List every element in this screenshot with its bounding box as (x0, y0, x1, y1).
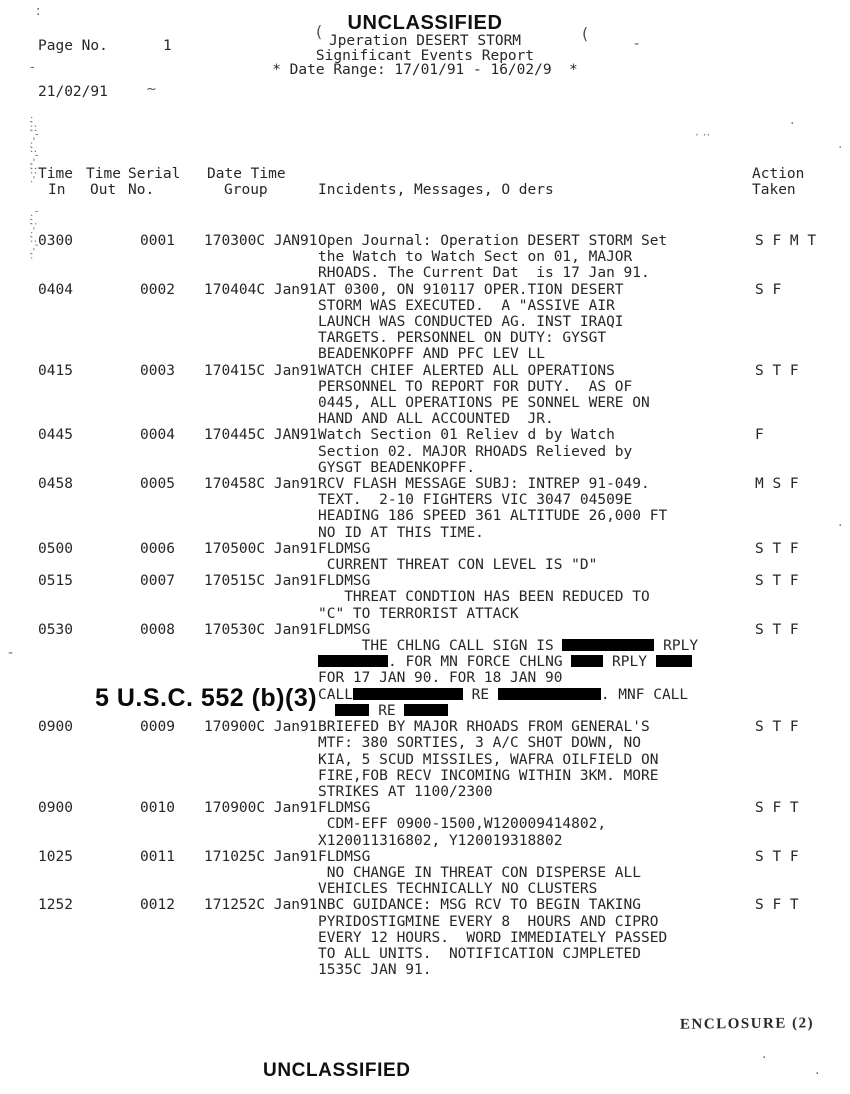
table-row (0, 476, 850, 541)
scan-artifact: · (762, 1050, 767, 1066)
col-header-time-in-top: Time (38, 166, 73, 182)
cell-serial: 0005 (140, 476, 175, 493)
cell-incident: FLDMSG CURRENT THREAT CON LEVEL IS "D" (318, 540, 598, 574)
cell-date-time-group: 170530C Jan91 (204, 621, 318, 638)
cell-serial: 0009 (140, 719, 175, 736)
cell-action-taken: S T F (755, 719, 799, 736)
cell-action-taken: S F T (755, 800, 799, 817)
cell-serial: 0007 (140, 573, 175, 590)
redaction-box (498, 688, 601, 700)
redaction-box (562, 639, 654, 651)
cell-time-in: 0458 (38, 476, 73, 493)
cell-serial: 0003 (140, 362, 175, 379)
col-header-action-top: Action (752, 166, 805, 182)
enclosure-label: ENCLOSURE (2) (679, 1015, 815, 1033)
scan-artifact: - (634, 36, 640, 52)
cell-serial: 0008 (140, 621, 175, 638)
table-row (0, 233, 850, 282)
scan-artifact: : (36, 4, 41, 19)
cell-date-time-group: 170515C Jan91 (204, 573, 318, 590)
cell-serial: 0002 (140, 281, 175, 298)
cell-action-taken: S T F (755, 362, 799, 379)
scan-artifact: - (30, 60, 35, 75)
date-range: * Date Range: 17/01/91 - 16/02/9 * (272, 62, 578, 79)
cell-serial: 0006 (140, 540, 175, 557)
cell-time-in: 0900 (38, 719, 73, 736)
cell-action-taken: S T F (755, 621, 799, 638)
table-row (0, 849, 850, 898)
classification-banner-top: UNCLASSIFIED (347, 12, 503, 34)
cell-incident: FLDMSG THREAT CONDTION HAS BEEN REDUCED TO "C" TO TERRORIST ATTACK (318, 573, 650, 622)
document-title: Jperation DESERT STORM (328, 33, 522, 49)
cell-date-time-group: 170900C Jan91 (204, 800, 318, 817)
cell-date-time-group: 170458C Jan91 (204, 476, 318, 493)
scan-artifact: · (838, 140, 843, 156)
table-row (0, 282, 850, 363)
scan-artifact: .,:;'-.,:'-,;:-. (28, 116, 39, 185)
cell-time-in: 0900 (38, 800, 73, 817)
cell-serial: 0001 (140, 233, 175, 249)
table-row (0, 363, 850, 428)
cell-serial: 0012 (140, 897, 175, 914)
cell-action-taken: S F M T (755, 233, 817, 249)
scan-artifact: · ·· (695, 128, 711, 142)
scan-artifact: ( (582, 24, 589, 43)
cell-date-time-group: 170300C JAN91 (204, 233, 318, 249)
cell-incident: WATCH CHIEF ALERTED ALL OPERATIONS PERSONNEL TO REPORT FOR DUTY. AS OF 0445, ALL OPERATIONS PE SONNEL WERE ON HAND AND ALL ACCOUNTED JR. (318, 362, 650, 428)
document-subtitle: Significant Events Report (315, 47, 535, 64)
col-header-serial: No. (128, 182, 155, 198)
cell-date-time-group: 171252C Jan91 (204, 897, 318, 914)
cell-time-in: 0445 (38, 427, 73, 444)
redaction-box (404, 704, 448, 716)
table-row (0, 541, 850, 573)
cell-action-taken: S T F (755, 573, 799, 590)
page-number-value: 1 (163, 38, 172, 54)
cell-time-in: 0404 (38, 281, 73, 298)
table-rows (0, 233, 850, 978)
cell-action-taken: F (755, 427, 764, 444)
scan-artifact: · (815, 1066, 820, 1082)
classification-banner-bottom: UNCLASSIFIED (263, 1060, 411, 1081)
cell-time-in: 0415 (38, 362, 73, 379)
cell-time-in: 1025 (38, 848, 73, 865)
scan-artifact: '.,;-.,:'-,. (28, 210, 39, 261)
cell-date-time-group: 170404C Jan91 (204, 281, 318, 298)
table-row (0, 800, 850, 849)
cell-incident: FLDMSG NO CHANGE IN THREAT CON DISPERSE ALL VEHICLES TECHNICALLY NO CLUSTERS (318, 848, 642, 898)
cell-incident: Watch Section 01 Reliev d by Watch Section 02. MAJOR RHOADS Relieved by GYSGT BEADENKOPFF. (318, 427, 633, 476)
cell-action-taken: S T F (755, 540, 799, 557)
col-header-incidents: Incidents, Messages, O ders (318, 182, 554, 198)
scan-artifact: ~ (146, 82, 157, 97)
col-header-time-out: Out (90, 182, 117, 198)
col-header-time-in: In (48, 182, 66, 198)
redaction-box (571, 655, 603, 667)
redaction-box (656, 655, 692, 667)
cell-time-in: 0515 (38, 573, 73, 590)
cell-serial: 0004 (140, 427, 175, 444)
cell-incident: AT 0300, ON 910117 OPER.TION DESERT STORM WAS EXECUTED. A "ASSIVE AIR LAUNCH WAS CONDUCTED AG. INST IRAQI TARGETS. PERSONNEL ON DUTY: GYSGT BEADENKOPFF AND PFC LEV LL (318, 281, 624, 363)
cell-incident: NBC GUIDANCE: MSG RCV TO BEGIN TAKING PYRIDOSTIGMINE EVERY 8 HOURS AND CIPRO EVERY 12 HOURS. WORD IMMEDIATELY PASSED TO ALL UNITS. NOTIFICATION CJMPLETED 1535C JAN 91. (318, 897, 668, 979)
cell-time-in: 1252 (38, 897, 73, 914)
cell-incident: Open Journal: Operation DESERT STORM Set the Watch to Watch Sect on 01, MAJOR RHOADS. The Current Dat is 17 Jan 91. (318, 233, 668, 282)
page-number-label: Page No. (38, 38, 108, 54)
redaction-box (353, 688, 463, 700)
cell-date-time-group: 170500C Jan91 (204, 540, 318, 557)
cell-date-time-group: 170900C Jan91 (204, 719, 318, 736)
col-header-time-out-top: Time (86, 166, 121, 182)
cell-time-in: 0300 (38, 233, 73, 249)
scan-artifact: · (790, 116, 795, 132)
table-row (0, 719, 850, 800)
cell-action-taken: S F T (755, 897, 799, 914)
cell-incident: FLDMSG THE CHLNG CALL SIGN IS RPLY . FOR MN FORCE CHLNG RPLY FOR 17 JAN 90. FOR 18 JAN 90 CALL RE . MNF CALL RE (318, 621, 699, 719)
cell-time-in: 0500 (38, 540, 73, 557)
col-header-dtg-top: Date Time (207, 166, 286, 182)
table-row (0, 427, 850, 476)
report-date: 21/02/91 (38, 84, 108, 100)
cell-serial: 0011 (140, 848, 175, 865)
cell-date-time-group: 171025C Jan91 (204, 848, 318, 865)
cell-action-taken: S F (755, 281, 782, 298)
scan-artifact: - (8, 645, 14, 661)
cell-date-time-group: 170415C Jan91 (204, 362, 318, 379)
foia-exemption-stamp: 5 U.S.C. 552 (b)(3) (95, 684, 318, 712)
scan-artifact: ( (316, 22, 323, 41)
col-header-dtg: Group (224, 182, 268, 198)
cell-incident: RCV FLASH MESSAGE SUBJ: INTREP 91-049. TEXT. 2-10 FIGHTERS VIC 3047 04509E HEADING 186 SPEED 361 ALTITUDE 26,000 FT NO ID AT THIS TIME. (318, 476, 668, 541)
cell-action-taken: S T F (755, 848, 799, 865)
cell-incident: FLDMSG CDM-EFF 0900-1500,W120009414802, X120011316802, Y120019318802 (318, 800, 607, 849)
cell-incident: BRIEFED BY MAJOR RHOADS FROM GENERAL'S MTF: 380 SORTIES, 3 A/C SHOT DOWN, NO KIA, 5 SCUD MISSILES, WAFRA OILFIELD ON FIRE,FOB RECV INCOMING WITHIN 3KM. MORE STRIKES AT 1100/2300 (318, 719, 659, 800)
redaction-box (335, 704, 369, 716)
cell-time-in: 0530 (38, 621, 73, 638)
redaction-box (318, 655, 388, 667)
col-header-serial-top: Serial (128, 166, 181, 182)
col-header-action: Taken (752, 182, 796, 198)
table-row (0, 897, 850, 978)
cell-serial: 0010 (140, 800, 175, 817)
scan-artifact: · (838, 518, 843, 534)
document-header (0, 12, 850, 78)
cell-action-taken: M S F (755, 476, 799, 493)
cell-date-time-group: 170445C JAN91 (204, 427, 318, 444)
table-row (0, 573, 850, 622)
